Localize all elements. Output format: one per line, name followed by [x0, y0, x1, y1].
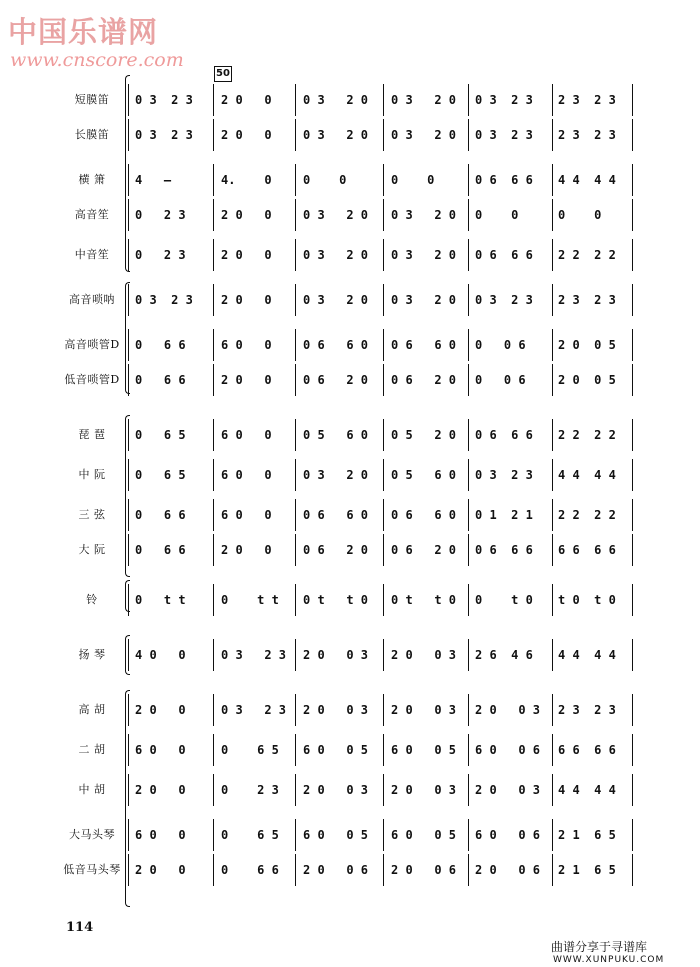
barline	[632, 459, 633, 491]
measure: 2 0 0	[135, 783, 186, 797]
measure: 0 0	[303, 173, 347, 187]
staff-row	[0, 280, 700, 320]
measure: 4. 0	[221, 173, 272, 187]
instrument-label: 低音唢管D	[64, 373, 120, 386]
measure: 0 3 2 3	[221, 703, 287, 717]
measure: 0 6 6	[135, 508, 186, 522]
measure: 0 3 2 3	[135, 128, 193, 142]
barline	[213, 584, 214, 616]
measure: 2 0 0	[221, 128, 272, 142]
measure: 2 0 0 3	[475, 783, 541, 797]
measure: 0 6 2 0	[391, 543, 457, 557]
instrument-label: 大马头琴	[69, 828, 115, 841]
barline	[632, 364, 633, 396]
barline	[383, 364, 384, 396]
measure: 2 3 2 3	[558, 703, 616, 717]
barline	[632, 734, 633, 766]
instrument-label: 高 胡	[78, 703, 106, 716]
barline	[213, 239, 214, 271]
barline	[383, 164, 384, 196]
measure: 0 0	[475, 208, 519, 222]
barline	[295, 119, 296, 151]
barline	[295, 239, 296, 271]
barline	[383, 419, 384, 451]
measure: 0 6 5	[135, 468, 186, 482]
measure: 0 6 2 0	[303, 373, 369, 387]
measure: 0 0	[558, 208, 602, 222]
measure: 0 0 6	[475, 373, 526, 387]
measure: 0 3 2 0	[303, 468, 369, 482]
measure: 6 6 6 6	[558, 543, 616, 557]
barline	[552, 734, 553, 766]
barline	[632, 534, 633, 566]
barline	[295, 84, 296, 116]
measure: 0 6 6 0	[303, 508, 369, 522]
measure: 6 0 0 5	[303, 743, 369, 757]
measure: 0 t t	[135, 593, 186, 607]
barline	[295, 199, 296, 231]
barline	[213, 819, 214, 851]
barline	[383, 119, 384, 151]
barline	[295, 329, 296, 361]
footer-text: 曲谱分享于寻谱库	[551, 940, 648, 954]
instrument-label: 二 胡	[78, 743, 106, 756]
measure: 2 0 0	[221, 293, 272, 307]
measure: 0 0 6	[475, 338, 526, 352]
footer-url: WWW.XUNPUKU.COM	[553, 955, 665, 965]
barline	[632, 819, 633, 851]
instrument-label: 扬 琴	[78, 648, 106, 661]
instrument-label: 大 阮	[78, 543, 106, 556]
measure: 0 t t 0	[391, 593, 457, 607]
barline	[552, 534, 553, 566]
barline	[552, 199, 553, 231]
barline	[468, 164, 469, 196]
barline	[213, 419, 214, 451]
barline	[213, 459, 214, 491]
rehearsal-mark: 50	[214, 66, 232, 82]
barline	[295, 499, 296, 531]
barline	[632, 499, 633, 531]
barline	[383, 239, 384, 271]
instrument-label: 三 弦	[78, 508, 106, 521]
barline	[468, 584, 469, 616]
measure: 4 4 4 4	[558, 783, 616, 797]
barline	[632, 84, 633, 116]
measure: 2 3 2 3	[558, 93, 616, 107]
measure: 0 t t 0	[303, 593, 369, 607]
barline	[213, 694, 214, 726]
barline	[295, 774, 296, 806]
measure: 0 5 6 0	[303, 428, 369, 442]
measure: 0 3 2 0	[303, 248, 369, 262]
barline	[383, 819, 384, 851]
measure: 0 0	[391, 173, 435, 187]
measure: 0 2 3	[221, 783, 279, 797]
measure: 0 5 2 0	[391, 428, 457, 442]
measure: 0 3 2 0	[391, 128, 457, 142]
watermark-logo: 中国乐谱网	[8, 15, 159, 49]
measure: 0 3 2 3	[135, 293, 193, 307]
barline	[213, 199, 214, 231]
barline	[632, 584, 633, 616]
measure: 6 0 0	[221, 468, 272, 482]
barline	[213, 534, 214, 566]
measure: 0 6 6 6	[475, 428, 533, 442]
staff-row	[0, 160, 700, 200]
barline	[552, 584, 553, 616]
measure: 2 0 0	[221, 93, 272, 107]
measure: 6 0 0 6	[475, 743, 541, 757]
barline	[295, 364, 296, 396]
barline	[383, 84, 384, 116]
barline	[383, 459, 384, 491]
barline	[295, 164, 296, 196]
barline	[552, 329, 553, 361]
barline	[295, 419, 296, 451]
group-brace	[125, 690, 130, 907]
measure: 6 0 0	[135, 828, 186, 842]
staff-row	[0, 455, 700, 495]
barline	[383, 534, 384, 566]
measure: 2 0 0 5	[558, 338, 616, 352]
measure: 0 3 2 3	[475, 468, 533, 482]
measure: 0 3 2 0	[303, 293, 369, 307]
staff-row	[0, 690, 700, 730]
barline	[468, 774, 469, 806]
barline	[468, 119, 469, 151]
measure: 0 3 2 3	[221, 648, 287, 662]
measure: 6 0 0	[221, 428, 272, 442]
barline	[295, 459, 296, 491]
barline	[552, 459, 553, 491]
barline	[383, 854, 384, 886]
measure: 2 0 0 5	[558, 373, 616, 387]
barline	[552, 499, 553, 531]
barline	[213, 84, 214, 116]
barline	[295, 534, 296, 566]
barline	[383, 199, 384, 231]
measure: 0 2 3	[135, 248, 186, 262]
measure: 2 0 0 3	[303, 648, 369, 662]
measure: 0 3 2 0	[303, 208, 369, 222]
barline	[383, 329, 384, 361]
group-brace	[125, 282, 130, 394]
measure: 2 0 0	[135, 863, 186, 877]
barline	[468, 459, 469, 491]
measure: 0 3 2 0	[391, 93, 457, 107]
measure: 6 0 0 5	[303, 828, 369, 842]
instrument-label: 高音唢呐	[69, 293, 115, 306]
measure: t 0 t 0	[558, 593, 616, 607]
measure: 0 3 2 0	[303, 128, 369, 142]
measure: 0 6 5	[135, 428, 186, 442]
barline	[552, 239, 553, 271]
staff-row	[0, 115, 700, 155]
group-brace	[125, 580, 130, 612]
measure: 2 1 6 5	[558, 828, 616, 842]
barline	[552, 419, 553, 451]
barline	[632, 419, 633, 451]
measure: 4 4 4 4	[558, 468, 616, 482]
barline	[295, 639, 296, 671]
barline	[295, 819, 296, 851]
staff-row	[0, 580, 700, 620]
instrument-label: 短膜笛	[74, 93, 110, 106]
measure: 0 6 6	[135, 373, 186, 387]
measure: 0 3 2 0	[391, 208, 457, 222]
barline	[552, 774, 553, 806]
barline	[468, 734, 469, 766]
measure: 2 2 2 2	[558, 428, 616, 442]
staff-row	[0, 850, 700, 890]
measure: 6 0 0 5	[391, 828, 457, 842]
measure: 0 6 5	[221, 828, 279, 842]
measure: 0 1 2 1	[475, 508, 533, 522]
staff-row	[0, 195, 700, 235]
measure: 0 6 6	[221, 863, 279, 877]
measure: 0 3 2 0	[391, 293, 457, 307]
barline	[383, 639, 384, 671]
group-brace	[125, 635, 130, 675]
barline	[552, 164, 553, 196]
measure: 0 3 2 3	[135, 93, 193, 107]
staff-row	[0, 80, 700, 120]
measure: 2 0 0 3	[303, 703, 369, 717]
measure: 2 3 2 3	[558, 293, 616, 307]
barline	[383, 694, 384, 726]
measure: 2 0 0	[135, 703, 186, 717]
measure: 2 0 0	[221, 373, 272, 387]
measure: 2 0 0	[221, 208, 272, 222]
watermark-url: www.cnscore.com	[10, 49, 184, 71]
barline	[213, 364, 214, 396]
instrument-label: 中 阮	[78, 468, 106, 481]
measure: 6 0 0	[221, 508, 272, 522]
measure: 2 0 0	[221, 543, 272, 557]
staff-row	[0, 770, 700, 810]
barline	[468, 329, 469, 361]
barline	[552, 84, 553, 116]
barline	[468, 239, 469, 271]
barline	[213, 854, 214, 886]
barline	[632, 639, 633, 671]
barline	[213, 164, 214, 196]
measure: 6 0 0	[221, 338, 272, 352]
barline	[632, 239, 633, 271]
barline	[632, 164, 633, 196]
barline	[552, 119, 553, 151]
barline	[552, 364, 553, 396]
group-brace	[125, 75, 130, 272]
barline	[213, 284, 214, 316]
staff-row	[0, 495, 700, 535]
barline	[383, 774, 384, 806]
measure: 2 0 0 6	[475, 863, 541, 877]
barline	[552, 854, 553, 886]
barline	[632, 119, 633, 151]
barline	[468, 534, 469, 566]
measure: 0 t t	[221, 593, 279, 607]
measure: 0 6 6 0	[391, 338, 457, 352]
barline	[468, 364, 469, 396]
measure: 6 0 0 6	[475, 828, 541, 842]
measure: 2 0 0 6	[391, 863, 457, 877]
barline	[552, 819, 553, 851]
measure: 0 3 2 0	[391, 248, 457, 262]
measure: 0 6 6	[135, 543, 186, 557]
measure: 2 0 0 3	[475, 703, 541, 717]
measure: 4 0 0	[135, 648, 186, 662]
measure: 4 4 4 4	[558, 648, 616, 662]
barline	[295, 584, 296, 616]
instrument-label: 横 箫	[78, 173, 106, 186]
staff-row	[0, 815, 700, 855]
barline	[632, 774, 633, 806]
barline	[468, 499, 469, 531]
measure: 6 0 0 5	[391, 743, 457, 757]
measure: 2 0 0 3	[391, 703, 457, 717]
barline	[468, 694, 469, 726]
measure: 0 3 2 3	[475, 128, 533, 142]
barline	[213, 639, 214, 671]
barline	[632, 284, 633, 316]
instrument-label: 高音唢管D	[64, 338, 120, 351]
staff-row	[0, 635, 700, 675]
measure: 0 6 2 0	[391, 373, 457, 387]
measure: 0 6 6	[135, 338, 186, 352]
barline	[383, 284, 384, 316]
instrument-label: 琵 琶	[78, 428, 106, 441]
measure: 6 0 0	[135, 743, 186, 757]
barline	[383, 499, 384, 531]
group-brace	[125, 415, 130, 577]
barline	[295, 284, 296, 316]
barline	[632, 329, 633, 361]
measure: 2 0 0 3	[391, 648, 457, 662]
barline	[213, 774, 214, 806]
barline	[383, 734, 384, 766]
barline	[295, 694, 296, 726]
barline	[552, 284, 553, 316]
measure: 0 5 6 0	[391, 468, 457, 482]
staff-row	[0, 530, 700, 570]
barline	[468, 639, 469, 671]
instrument-label: 低音马头琴	[63, 863, 121, 876]
measure: 2 2 2 2	[558, 508, 616, 522]
barline	[468, 419, 469, 451]
staff-row	[0, 235, 700, 275]
measure: 6 6 6 6	[558, 743, 616, 757]
measure: 0 3 2 3	[475, 293, 533, 307]
measure: 0 6 6 6	[475, 173, 533, 187]
barline	[632, 694, 633, 726]
barline	[383, 584, 384, 616]
staff-row	[0, 360, 700, 400]
instrument-label: 长膜笛	[74, 128, 110, 141]
barline	[468, 199, 469, 231]
barline	[213, 119, 214, 151]
measure: 2 1 6 5	[558, 863, 616, 877]
barline	[213, 329, 214, 361]
measure: 0 6 6 6	[475, 248, 533, 262]
measure: 2 6 4 6	[475, 648, 533, 662]
barline	[632, 854, 633, 886]
staff-row	[0, 730, 700, 770]
measure: 0 6 2 0	[303, 543, 369, 557]
instrument-label: 铃	[86, 593, 98, 606]
barline	[213, 499, 214, 531]
measure: 0 3 2 3	[475, 93, 533, 107]
measure: 2 3 2 3	[558, 128, 616, 142]
barline	[295, 854, 296, 886]
staff-row	[0, 325, 700, 365]
measure: 4 4 4 4	[558, 173, 616, 187]
measure: 0 6 6 0	[391, 508, 457, 522]
barline	[552, 694, 553, 726]
measure: 2 0 0 3	[391, 783, 457, 797]
barline	[632, 199, 633, 231]
instrument-label: 高音笙	[74, 208, 110, 221]
staff-row	[0, 415, 700, 455]
measure: 0 6 6 6	[475, 543, 533, 557]
measure: 0 6 6 0	[303, 338, 369, 352]
measure: 0 3 2 0	[303, 93, 369, 107]
barline	[213, 734, 214, 766]
measure: 2 2 2 2	[558, 248, 616, 262]
measure: 2 0 0 6	[303, 863, 369, 877]
instrument-label: 中 胡	[78, 783, 106, 796]
barline	[468, 854, 469, 886]
barline	[468, 819, 469, 851]
measure: 2 0 0 3	[303, 783, 369, 797]
measure: 0 2 3	[135, 208, 186, 222]
barline	[468, 84, 469, 116]
measure: 2 0 0	[221, 248, 272, 262]
measure: 0 6 5	[221, 743, 279, 757]
barline	[468, 284, 469, 316]
measure: 4 –	[135, 173, 172, 187]
instrument-label: 中音笙	[74, 248, 110, 261]
measure: 0 t 0	[475, 593, 533, 607]
barline	[552, 639, 553, 671]
page-number: 114	[66, 920, 94, 935]
barline	[295, 734, 296, 766]
